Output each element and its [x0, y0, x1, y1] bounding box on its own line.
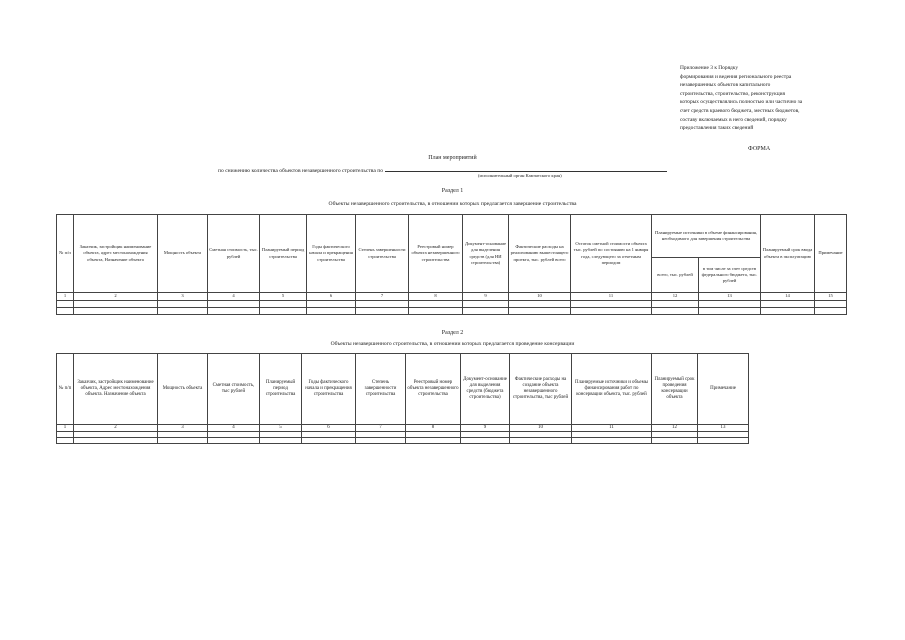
plan-subtitle — [218, 166, 667, 174]
column-number: 2 — [74, 425, 158, 432]
form-label: ФОРМА — [748, 146, 771, 152]
appendix-line: которых осуществлялись полностью или частично за — [680, 99, 803, 106]
header-cell: Планируемый период строительства — [260, 354, 302, 425]
header-cell: Степень завершенности строительства — [356, 354, 406, 425]
column-number: 15 — [815, 293, 847, 301]
column-number: 8 — [409, 293, 463, 301]
table-row — [57, 438, 749, 444]
header-cell: Планируемый период строительства — [260, 215, 307, 293]
column-number: 6 — [302, 425, 356, 432]
column-number: 10 — [509, 293, 571, 301]
section2-table — [56, 353, 749, 444]
header-cell: Мощность объекта — [158, 354, 208, 425]
plan-line-note: (исполнительный орган Камчатского края) — [478, 173, 562, 178]
appendix-line: предоставления таких сведений — [680, 125, 754, 132]
header-cell: Степень завершенности строительства — [356, 215, 409, 293]
section1-subtitle: Объекты незавершенного строительства, в отношении которых предлагается завершение строительства — [328, 201, 577, 207]
section2-title: Раздел 2 — [441, 330, 464, 336]
column-number: 6 — [307, 293, 356, 301]
header-cell: Фактические расходы на создание объекта незавершенного строительства, тыс рублей — [510, 354, 572, 425]
header-cell: Примечание — [815, 215, 847, 293]
column-number: 1 — [57, 425, 74, 432]
header-cell: Планируемые источники в объеме финансирования, необходимого для завершения строительства — [652, 215, 761, 258]
header-cell: № п/п — [57, 354, 74, 425]
column-number: 12 — [652, 425, 698, 432]
column-number: 5 — [260, 293, 307, 301]
header-cell: № п/п — [57, 215, 74, 293]
column-number: 13 — [699, 293, 761, 301]
column-number: 2 — [74, 293, 158, 301]
header-cell: Остаток сметной стоимости объекта тыс. рублей по состоянию на 1 января года, следующего за отчетным периодом — [571, 215, 652, 293]
header-cell: Реестровый номер объекта незавершенного строительства — [406, 354, 461, 425]
header-cell: Примечание — [698, 354, 749, 425]
appendix-line: формирования и ведения регионального реестра — [680, 73, 792, 80]
header-cell: Годы фактического начала и прекращения строительства — [302, 354, 356, 425]
column-number-row — [57, 425, 749, 432]
appendix-line: составу включаемых в него сведений, порядку — [680, 116, 787, 123]
header-cell: Планируемый срок проведения консервации объекта — [652, 354, 698, 425]
table-header-row — [57, 354, 749, 425]
column-number: 4 — [208, 425, 260, 432]
plan-subtitle-text: по снижению количества объектов незавершенного строительства по — [218, 168, 384, 174]
column-number: 9 — [461, 425, 510, 432]
column-number: 9 — [463, 293, 509, 301]
header-cell: всего, тыс. рублей — [652, 258, 699, 293]
header-cell: Сметная стоимость, тыс. рублей — [208, 215, 260, 293]
column-number: 3 — [158, 293, 208, 301]
header-cell: Планируемый срок ввода объекта в эксплуатацию — [761, 215, 815, 293]
column-number: 10 — [510, 425, 572, 432]
header-cell: Документ-основание для выделения средств (бюджета строительства) — [461, 354, 510, 425]
section2-subtitle: Объекты незавершенного строительства, в отношении которых предлагается проведение консервации — [330, 341, 575, 347]
column-number: 8 — [406, 425, 461, 432]
column-number-row — [57, 293, 847, 301]
plan-title: План мероприятий — [428, 155, 477, 161]
column-number: 12 — [652, 293, 699, 301]
appendix-block — [680, 64, 860, 133]
column-number: 1 — [57, 293, 74, 301]
appendix-line: строительства, строительство, реконструкция — [680, 90, 785, 97]
header-cell: Заказчик, застройщик наименование объекта, Адрес местонахождения объекта. Назначение объекта — [74, 354, 158, 425]
appendix-line: незавершенных объектов капитального — [680, 82, 771, 89]
section1-table — [56, 214, 847, 315]
table-row — [57, 301, 847, 308]
column-number: 5 — [260, 425, 302, 432]
header-cell: Мощность объекта — [158, 215, 208, 293]
header-cell: Фактические расходы на реализованию вышестоящего проекта, тыс. рублей всего — [509, 215, 571, 293]
header-cell: Планируемые источники и объемы финансирования работ по консервации объекта, тыс. рублей — [572, 354, 652, 425]
column-number: 4 — [208, 293, 260, 301]
header-cell: Сметная стоимость, тыс рублей — [208, 354, 260, 425]
header-cell: Реестровый номер объекта незавершенного строительства — [409, 215, 463, 293]
column-number: 7 — [356, 425, 406, 432]
header-cell: Годы фактического начала и прекращения строительства — [307, 215, 356, 293]
appendix-line: счет средств краевого бюджета, местных бюджетов, — [680, 107, 800, 114]
table-header-row — [57, 215, 847, 258]
appendix-line: Приложение 3 к Порядку — [680, 65, 739, 71]
header-cell: в том числе за счет средств федерального бюджета, тыс. рублей — [699, 258, 761, 293]
header-cell: Документ-основание для выделения средств (для НИ строительства) — [463, 215, 509, 293]
column-number: 7 — [356, 293, 409, 301]
table-row — [57, 308, 847, 315]
fill-in-line — [385, 166, 667, 172]
column-number: 13 — [698, 425, 749, 432]
header-cell: Заказчик, застройщик наименование объекта, адрес местонахождения объекта, Назначение объекта — [74, 215, 158, 293]
column-number: 3 — [158, 425, 208, 432]
section1-title: Раздел 1 — [441, 188, 464, 194]
column-number: 11 — [571, 293, 652, 301]
column-number: 14 — [761, 293, 815, 301]
column-number: 11 — [572, 425, 652, 432]
